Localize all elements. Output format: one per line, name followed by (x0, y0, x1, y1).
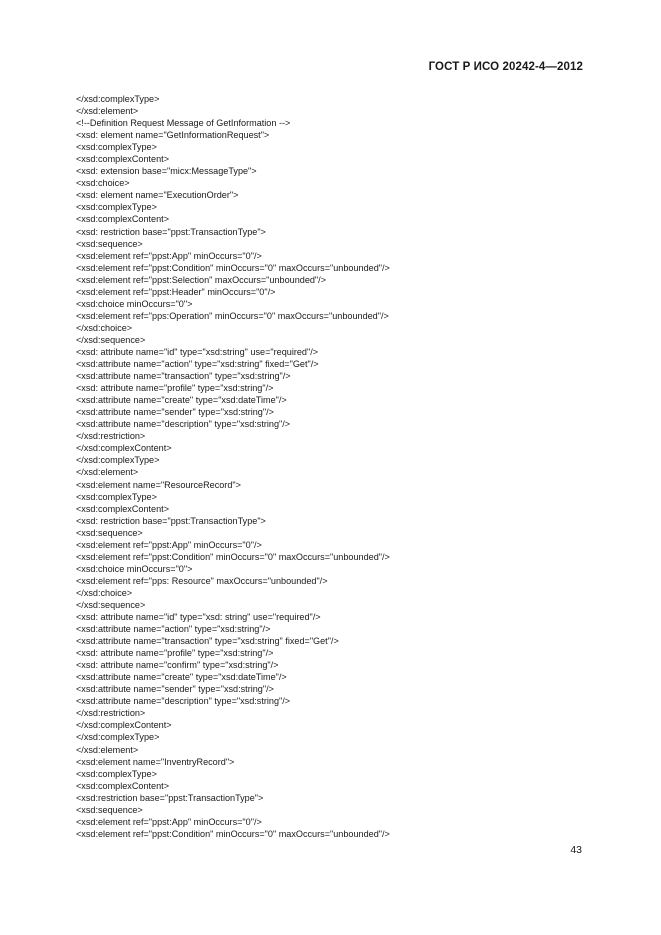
code-line: <xsd: attribute name="id" type="xsd: string" use="required"/> (76, 612, 321, 623)
code-line: <xsd: attribute name="profile" type="xsd:string"/> (76, 383, 274, 394)
code-line: <xsd:element ref="ppst:Condition" minOccurs="0" maxOccurs="unbounded"/> (76, 551, 390, 562)
code-line: <xsd: element name="GetInformationRequest"> (76, 130, 270, 141)
code-line: <xsd:element name="InventryRecord"> (76, 756, 235, 767)
code-line: </xsd:complexContent> (76, 443, 172, 454)
code-line: </xsd:restriction> (76, 431, 146, 442)
code-line: <xsd:element ref="ppst:Condition" minOccurs="0" maxOccurs="unbounded"/> (76, 828, 390, 839)
code-line: <xsd:attribute name="sender" type="xsd:string"/> (76, 684, 274, 695)
page-number: 43 (570, 844, 582, 856)
code-line: <xsd:complexType> (76, 142, 157, 153)
code-line: </xsd:sequence> (76, 334, 146, 345)
code-line: <xsd:sequence> (76, 804, 143, 815)
code-line: <xsd: restriction base="ppst:TransactionType"> (76, 515, 266, 526)
code-line: <xsd:attribute name="description" type="xsd:string"/> (76, 419, 291, 430)
code-line: <xsd:complexType> (76, 491, 157, 502)
code-line: <xsd:attribute name="transaction" type="xsd:string" fixed="Get"/> (76, 636, 339, 647)
code-line: <xsd:element ref="pps:Operation" minOccurs="0" maxOccurs="unbounded"/> (76, 310, 389, 321)
code-line: <xsd:complexContent> (76, 154, 170, 165)
code-line: </xsd:complexType> (76, 94, 160, 104)
code-line: <xsd: restriction base="ppst:TransactionType"> (76, 226, 266, 237)
xsd-code-listing (76, 93, 596, 840)
code-line: <xsd: element name="ExecutionOrder"> (76, 190, 239, 201)
code-line: </xsd:element> (76, 106, 139, 117)
code-line: </xsd:choice> (76, 587, 133, 598)
code-line: </xsd:complexContent> (76, 720, 172, 731)
code-line: <xsd:element ref="ppst:Header" minOccurs="0"/> (76, 286, 276, 297)
code-line: </xsd:choice> (76, 322, 133, 333)
code-line: </xsd:sequence> (76, 599, 146, 610)
code-line: <xsd:element ref="ppst:Selection" maxOccurs="unbounded"/> (76, 274, 326, 285)
code-line: </xsd:restriction> (76, 708, 146, 719)
code-line: <xsd:attribute name="action" type="xsd:string"/> (76, 624, 271, 635)
code-line: </xsd:complexType> (76, 732, 160, 743)
code-line: <xsd: attribute name="profile" type="xsd:string"/> (76, 648, 274, 659)
code-line: <xsd:complexContent> (76, 503, 170, 514)
code-line: <xsd:complexContent> (76, 214, 170, 225)
code-line: <xsd:element ref="ppst:App" minOccurs="0"/> (76, 539, 262, 550)
code-line: <xsd:restriction base="ppst:TransactionType"> (76, 792, 264, 803)
code-line: <xsd:complexType> (76, 202, 157, 213)
code-line: <xsd:attribute name="description" type="xsd:string"/> (76, 696, 291, 707)
code-line: <xsd: attribute name="id" type="xsd:string" use="required"/> (76, 346, 319, 357)
code-line: <xsd:choice minOccurs="0"> (76, 563, 193, 574)
code-line: </xsd:complexType> (76, 455, 160, 466)
code-line: <xsd:element ref="ppst:Condition" minOccurs="0" maxOccurs="unbounded"/> (76, 262, 390, 273)
code-line: <xsd:element ref="ppst:App" minOccurs="0"/> (76, 250, 262, 261)
code-line: <xsd:element name="ResourceRecord"> (76, 479, 241, 490)
code-line: <xsd:attribute name="create" type="xsd:dateTime"/> (76, 672, 287, 683)
code-line: <xsd:attribute name="action" type="xsd:string" fixed="Get"/> (76, 359, 319, 370)
code-line: <xsd:choice minOccurs="0"> (76, 298, 193, 309)
code-line: <xsd: extension base="micx:MessageType"> (76, 166, 257, 177)
code-line: <xsd:choice> (76, 178, 130, 189)
code-line: <!--Definition Request Message of GetInformation --> (76, 118, 291, 129)
code-line: <xsd:sequence> (76, 238, 143, 249)
code-line: </xsd:element> (76, 467, 139, 478)
code-line: <xsd:complexContent> (76, 780, 170, 791)
code-line: <xsd:attribute name="sender" type="xsd:string"/> (76, 407, 274, 418)
code-line: <xsd:attribute name="create" type="xsd:dateTime"/> (76, 395, 287, 406)
code-line: <xsd:sequence> (76, 527, 143, 538)
code-line: <xsd:attribute name="transaction" type="xsd:string"/> (76, 371, 291, 382)
code-line: </xsd:element> (76, 744, 139, 755)
code-line: <xsd: attribute name="confirm" type="xsd:string"/> (76, 660, 279, 671)
code-line: <xsd:element ref="pps: Resource" maxOccurs="unbounded"/> (76, 575, 328, 586)
code-line: <xsd:element ref="ppst:App" minOccurs="0"/> (76, 816, 262, 827)
code-line: <xsd:complexType> (76, 768, 157, 779)
document-header: ГОСТ Р ИСО 20242-4—2012 (428, 61, 583, 73)
